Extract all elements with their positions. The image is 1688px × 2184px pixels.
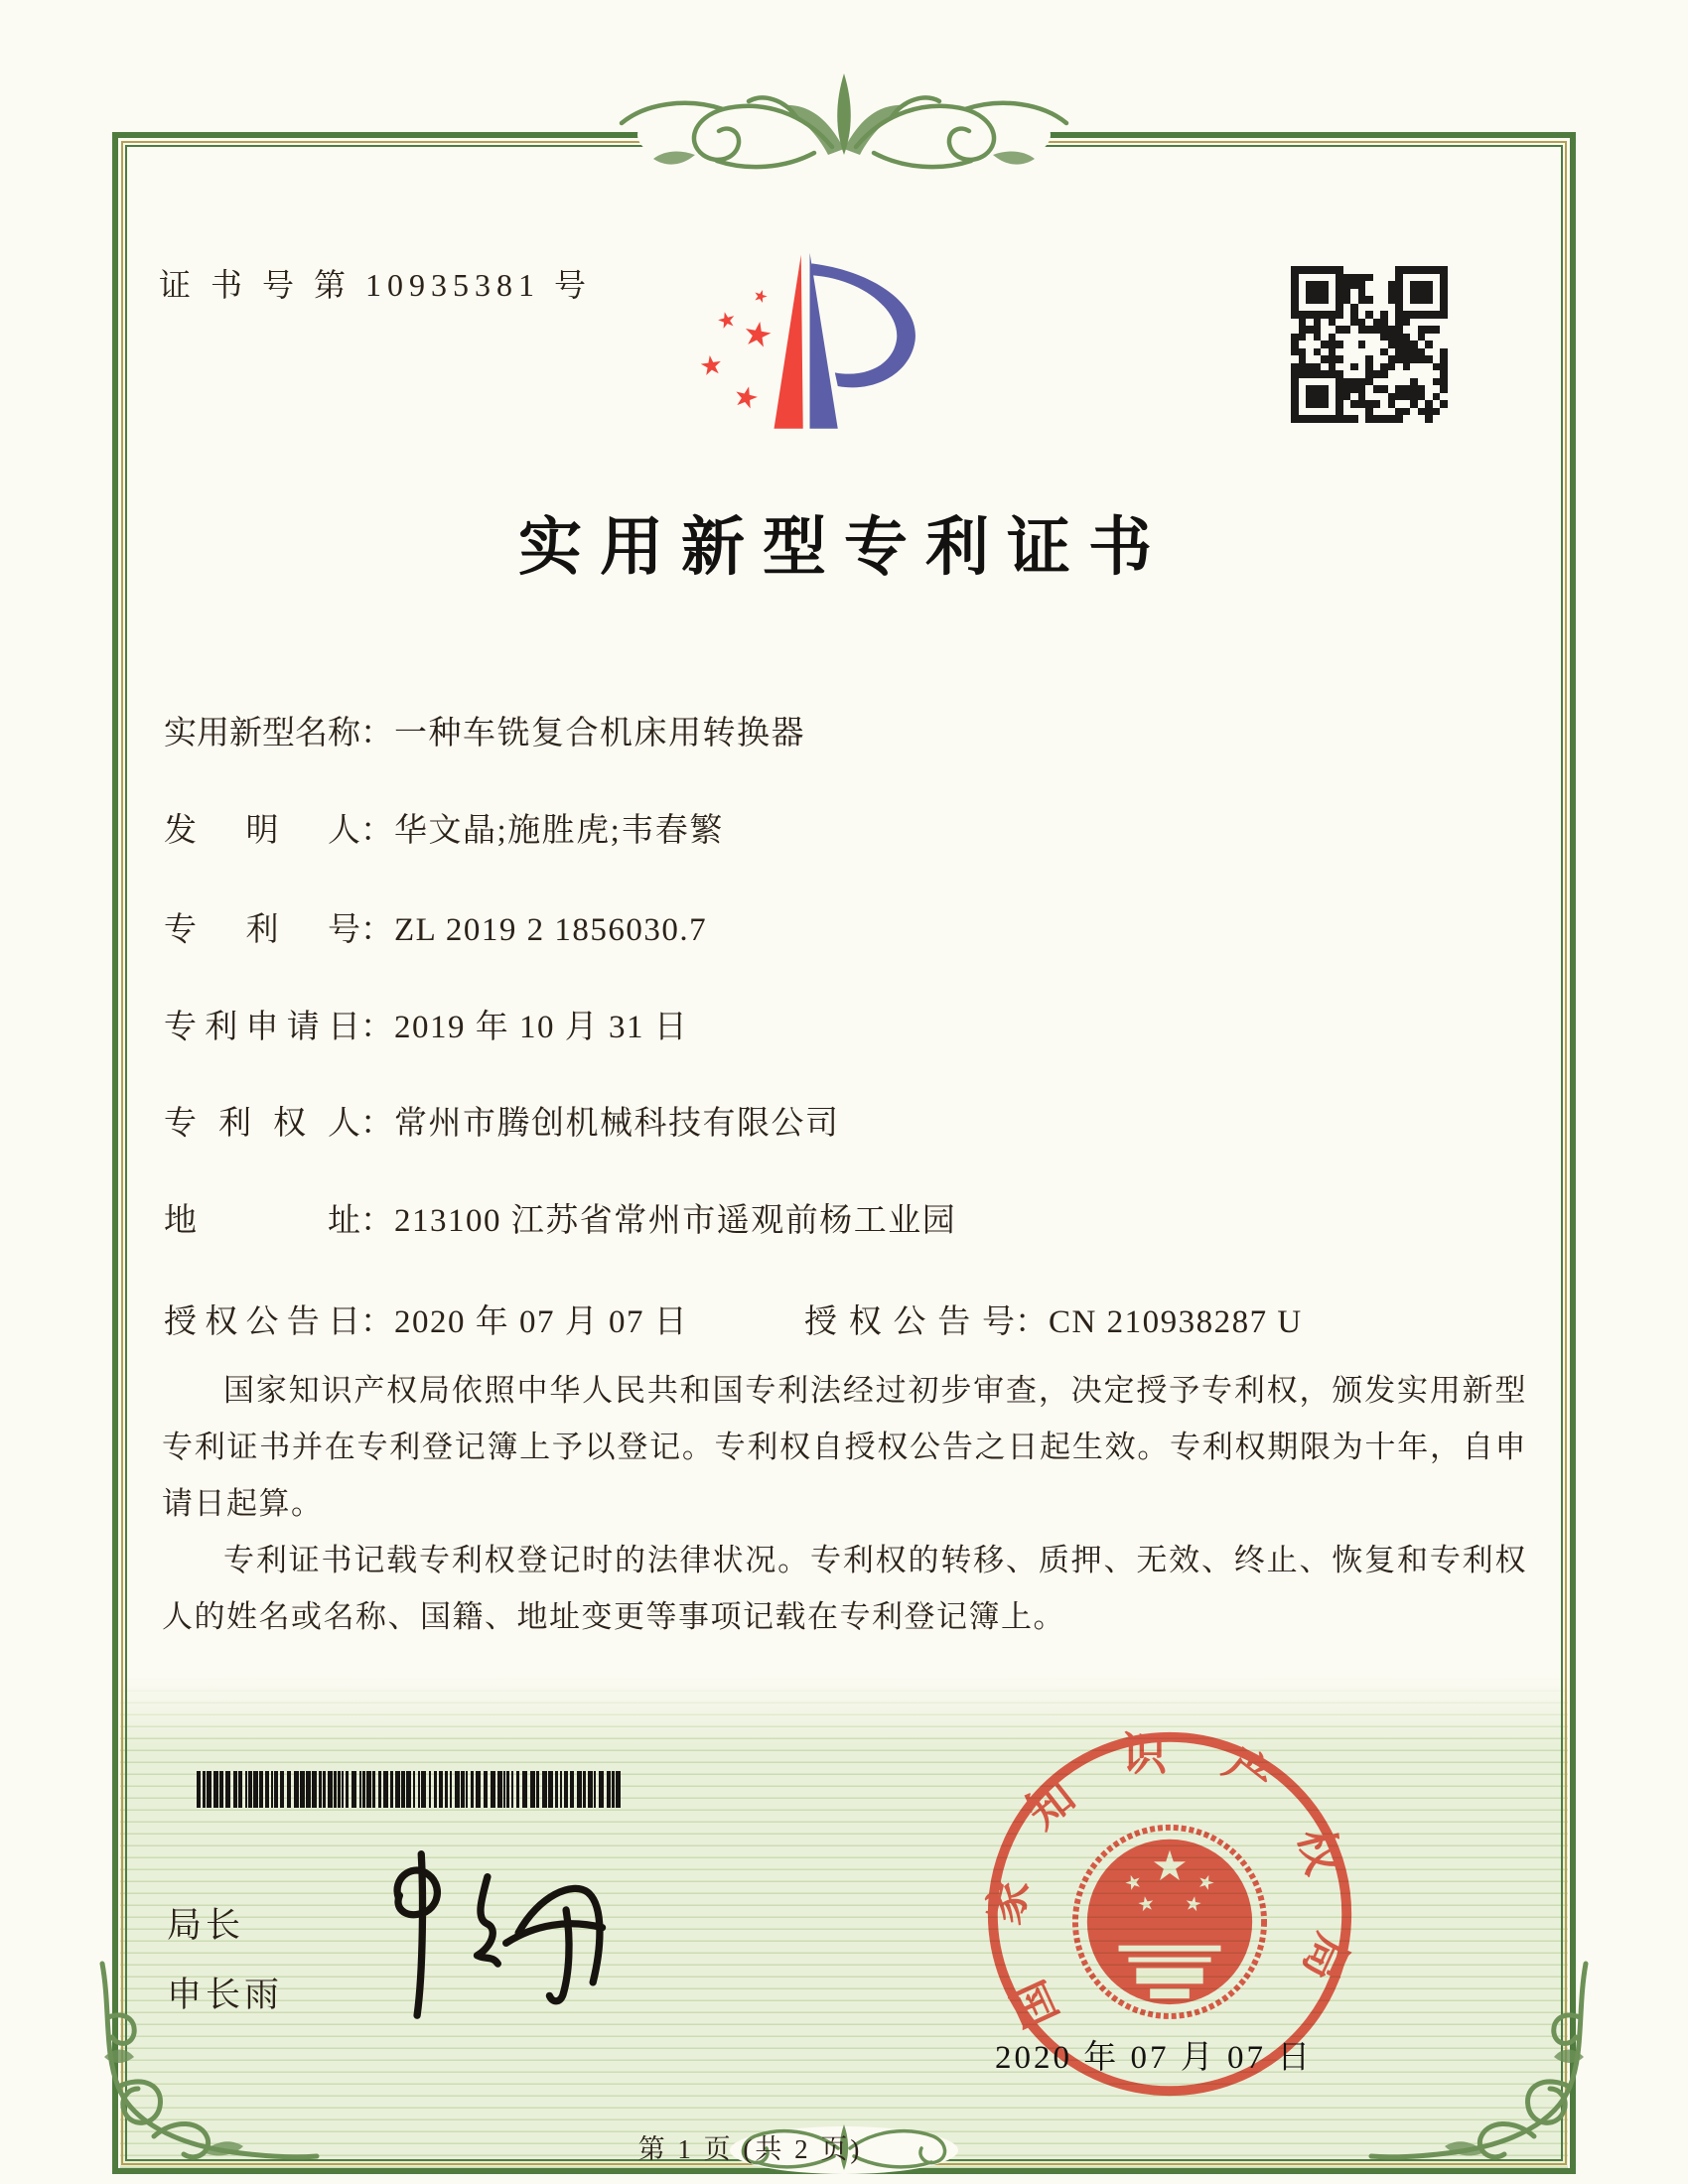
certificate-title: 实用新型专利证书 — [518, 512, 1170, 583]
field-row-grant-date — [164, 1296, 1303, 1342]
field-label: 发明人 — [164, 813, 360, 849]
qr-code-icon — [1291, 266, 1448, 423]
legal-text-block — [162, 1362, 1527, 1645]
certificate-number: 证 书 号 第 10935381 号 — [159, 267, 593, 303]
field-row-patentee — [164, 1097, 840, 1144]
field-colon: ： — [360, 1304, 393, 1340]
field-value: 2020 年 07 月 07 日 — [394, 1304, 689, 1340]
field-label: 专利申请日 — [164, 1010, 360, 1045]
page-footer: 第 1 页 (共 2 页) — [637, 2134, 863, 2164]
signer-name: 申长雨 — [167, 1976, 284, 2014]
field-value: 常州市腾创机械科技有限公司 — [394, 1106, 840, 1142]
field-colon: ： — [360, 912, 393, 948]
seal-date: 2020 年 07 月 07 日 — [995, 2040, 1314, 2076]
field-value: ZL 2019 2 1856030.7 — [394, 912, 708, 948]
field-colon: ： — [1015, 1304, 1048, 1340]
field-value: 213100 江苏省常州市遥观前杨工业园 — [394, 1203, 957, 1239]
field-row-inventors — [164, 804, 724, 851]
field-row-utility-name — [164, 707, 805, 753]
top-flourish-ornament — [576, 58, 1112, 206]
field-row-filing-date — [164, 1001, 688, 1047]
field-row-address — [164, 1194, 956, 1241]
field-colon: ： — [360, 813, 393, 849]
field-colon: ： — [360, 1010, 393, 1045]
field-value: CN 210938287 U — [1049, 1304, 1303, 1340]
field-label: 授权公告日 — [164, 1304, 360, 1340]
signer-title: 局长 — [167, 1906, 245, 1945]
field-value: 华文晶;施胜虎;韦春繁 — [394, 813, 724, 849]
field-label: 专利权人 — [164, 1106, 360, 1142]
field-grant-number — [804, 1296, 1303, 1342]
signature-icon — [365, 1844, 614, 2028]
field-value: 2019 年 10 月 31 日 — [394, 1010, 689, 1045]
legal-paragraph: 国家知识产权局依照中华人民共和国专利法经过初步审查，决定授予专利权，颁发实用新型专利证书并在专利登记簿上予以登记。专利权自授权公告之日起生效。专利权期限为十年，自申请日起算。 — [162, 1373, 1527, 1521]
field-label: 地址 — [164, 1203, 360, 1239]
field-colon: ： — [360, 1203, 393, 1239]
field-label: 专利号 — [164, 912, 360, 948]
field-label: 授权公告号 — [804, 1304, 1015, 1340]
cnipa-logo-icon — [685, 238, 936, 461]
barcode-icon — [197, 1771, 624, 1808]
legal-paragraph: 专利证书记载专利权登记时的法律状况。专利权的转移、质押、无效、终止、恢复和专利权人的姓名或名称、国籍、地址变更等事项记载在专利登记簿上。 — [162, 1543, 1527, 1634]
field-row-patent-number — [164, 903, 707, 950]
seal-text: 国家知识产权局 — [978, 1728, 1361, 2035]
field-value: 一种车铣复合机床用转换器 — [394, 716, 805, 751]
field-label: 实用新型名称 — [164, 716, 360, 751]
field-colon: ： — [360, 1106, 393, 1142]
field-colon: ： — [360, 716, 393, 751]
bottom-right-flourish-ornament — [1365, 1958, 1604, 2181]
